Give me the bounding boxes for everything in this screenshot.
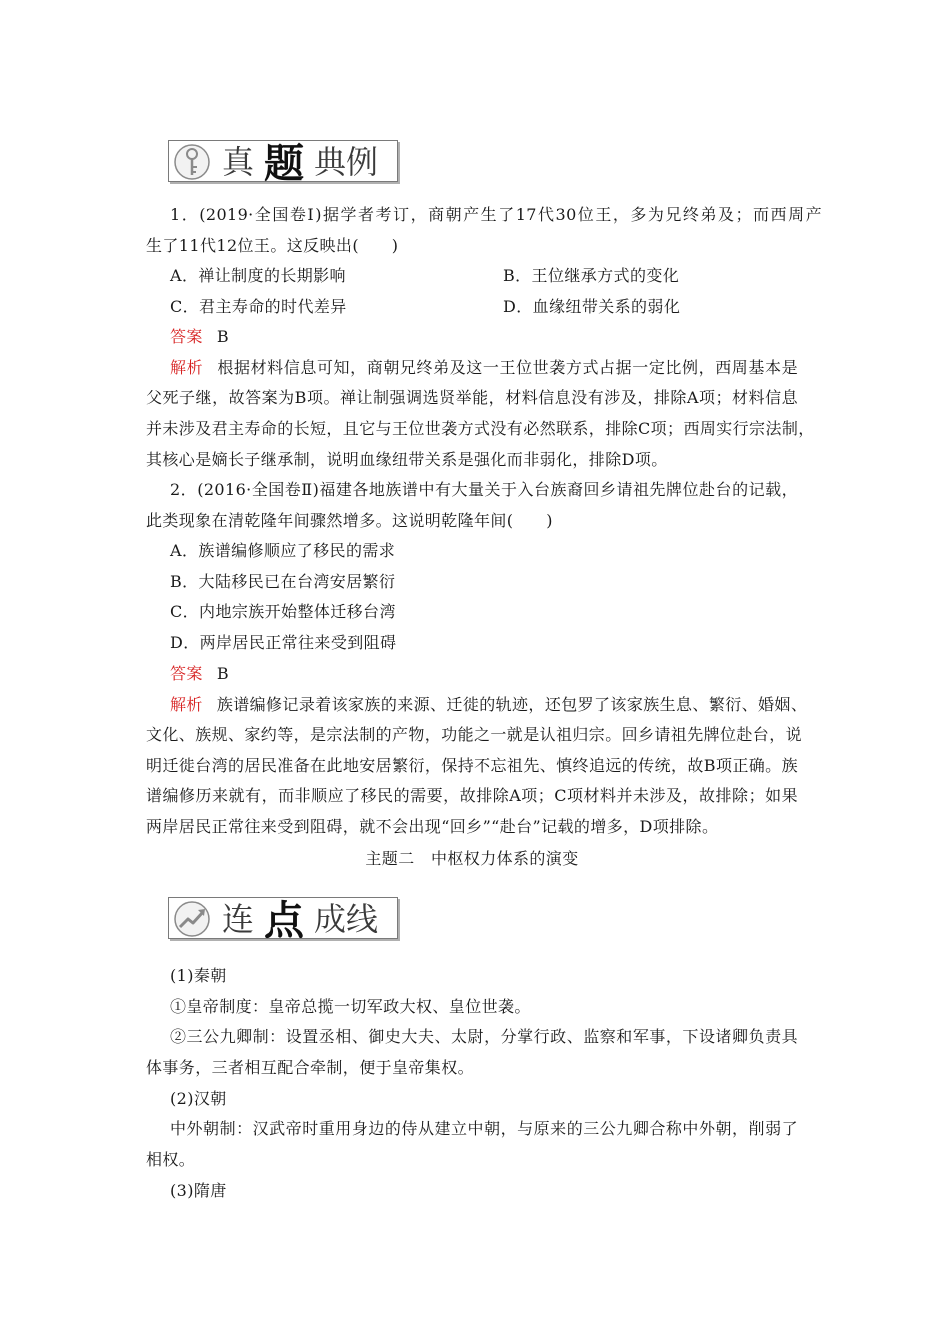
section-banner-zhenti xyxy=(168,136,400,187)
trend-icon xyxy=(172,899,212,939)
q1-option-d: D．血缘纽带关系的弱化 xyxy=(503,297,681,316)
q2-analysis-line5: 两岸居民正常往来受到阻碍，就不会出现“回乡”“赴台”记载的增多，D项排除。 xyxy=(146,817,719,836)
q1-analysis-line1 xyxy=(170,356,798,380)
q2-answer xyxy=(170,662,229,686)
analysis-label: 解析 xyxy=(170,695,203,714)
banner-title xyxy=(222,893,379,944)
point-three-ducal-line1: ②三公九卿制：设置丞相、御史大夫、太尉，分掌行政、监察和军事，下设诸卿负责具 xyxy=(170,1027,798,1046)
banner-word-3: 典例 xyxy=(314,143,379,181)
banner-word-2: 点 xyxy=(264,896,305,944)
q1-analysis-line2: 父死子继，故答案为B项。禅让制强调选贤举能，材料信息没有涉及，排除A项；材料信息 xyxy=(146,388,798,407)
answer-label: 答案 xyxy=(170,664,203,683)
banner-word-1: 真 xyxy=(222,143,255,181)
point-qin: (1)秦朝 xyxy=(170,966,227,985)
q2-analysis-line1 xyxy=(170,693,808,717)
banner-word-3: 成线 xyxy=(314,900,379,938)
section-title: 主题二 中枢权力体系的演变 xyxy=(365,849,579,868)
q2-option-b: B．大陆移民已在台湾安居繁衍 xyxy=(170,572,396,591)
q2-stem-line1: 2．(2016·全国卷Ⅱ)福建各地族谱中有大量关于入台族裔回乡请祖先牌位赴台的记载， xyxy=(170,480,798,499)
answer-value: B xyxy=(216,327,229,346)
point-inner-outer-line1: 中外朝制：汉武帝时重用身边的侍从建立中朝，与原来的三公九卿合称中外朝，削弱了 xyxy=(170,1119,798,1138)
banner-word-1: 连 xyxy=(222,900,255,938)
point-han: (2)汉朝 xyxy=(170,1089,227,1108)
q2-option-d: D．两岸居民正常往来受到阻碍 xyxy=(170,633,397,652)
point-three-ducal-line2: 体事务，三者相互配合牵制，便于皇帝集权。 xyxy=(146,1058,475,1077)
analysis-text: 族谱编修记录着该家族的来源、迁徙的轨迹，还包罗了该家族生息、繁衍、婚姻、 xyxy=(216,695,808,714)
q2-analysis-line2: 文化、族规、家约等，是宗法制的产物，功能之一就是认祖归宗。回乡请祖先牌位赴台，说 xyxy=(146,725,803,744)
q2-analysis-line4: 谱编修历来就有，而非顺应了移民的需要，故排除A项；C项材料并未涉及，故排除；如果 xyxy=(146,786,798,805)
point-emperor-system: ①皇帝制度：皇帝总揽一切军政大权、皇位世袭。 xyxy=(170,997,531,1016)
q2-stem-line2: 此类现象在清乾隆年间骤然增多。这说明乾隆年间( ) xyxy=(146,511,553,530)
q2-option-c: C．内地宗族开始整体迁移台湾 xyxy=(170,602,396,621)
analysis-text: 根据材料信息可知，商朝兄终弟及这一王位世袭方式占据一定比例，西周基本是 xyxy=(217,358,798,377)
answer-label: 答案 xyxy=(170,327,203,346)
analysis-label: 解析 xyxy=(170,358,204,377)
q1-option-a: A．禅让制度的长期影响 xyxy=(170,266,346,285)
banner-title xyxy=(222,136,379,187)
q2-analysis-line3: 明迁徙台湾的居民准备在此地安居繁衍，保持不忘祖先、慎终追远的传统，故B项正确。族 xyxy=(146,756,798,775)
q1-option-b: B．王位继承方式的变化 xyxy=(503,266,680,285)
point-sui-tang: (3)隋唐 xyxy=(170,1181,227,1200)
section-banner-liandian xyxy=(168,893,400,944)
key-icon xyxy=(172,142,212,182)
q1-analysis-line3: 并未涉及君主寿命的长短，且它与王位世袭方式没有必然联系，排除C项；西周实行宗法制， xyxy=(146,419,815,438)
q2-option-a: A．族谱编修顺应了移民的需求 xyxy=(170,541,396,560)
q1-answer xyxy=(170,325,229,349)
q1-option-c: C．君主寿命的时代差异 xyxy=(170,297,347,316)
answer-value: B xyxy=(216,664,229,683)
q1-stem-line1: 1．(2019·全国卷Ⅰ)据学者考订，商朝产生了17代30位王，多为兄终弟及；而西周产 xyxy=(170,205,822,224)
q1-analysis-line4: 其核心是嫡长子继承制，说明血缘纽带关系是强化而非弱化，排除D项。 xyxy=(146,450,668,469)
q1-stem-line2: 生了11代12位王。这反映出( ) xyxy=(146,236,399,255)
banner-word-2: 题 xyxy=(264,139,305,187)
point-inner-outer-line2: 相权。 xyxy=(146,1150,196,1169)
